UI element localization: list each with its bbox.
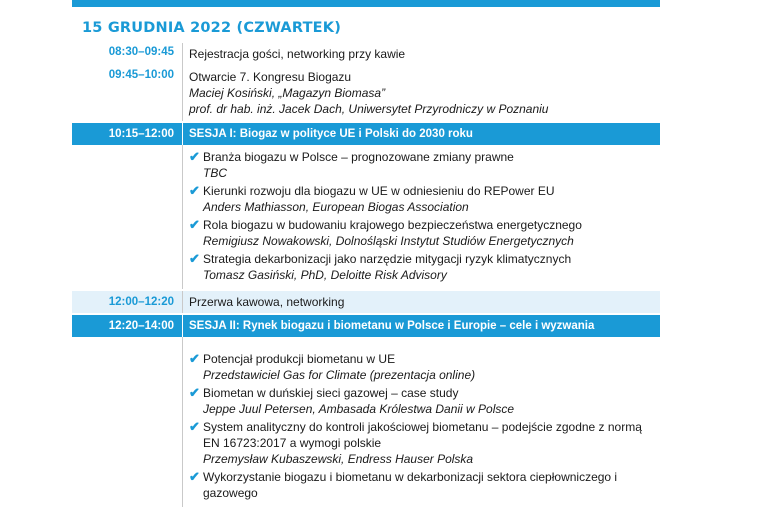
speaker: Przedstawiciel Gas for Climate (prezentacja online) — [203, 368, 476, 382]
checkmark-icon: ✔ — [189, 469, 200, 484]
list-item — [189, 217, 660, 249]
time-label: 12:20–14:00 — [108, 320, 174, 332]
talk-title: Strategia dekarbonizacji jako narzędzie mitygacji ryzyk klimatycznych — [203, 252, 572, 266]
checkmark-icon: ✔ — [189, 351, 200, 366]
talk-title: Rola biogazu w budowaniu krajowego bezpieczeństwa energetycznego — [203, 218, 582, 232]
session-1-items — [72, 145, 660, 289]
speaker: TBC — [203, 166, 227, 180]
agenda-row-opening — [72, 66, 660, 121]
agenda-text: Rejestracja gości, networking przy kawie — [182, 43, 660, 66]
list-item — [189, 183, 660, 215]
session-title: SESJA II: Rynek biogazu i biometanu w Polsce i Europie – cele i wyzwania — [182, 315, 660, 337]
list-item — [189, 351, 660, 383]
talk-title: Kierunki rozwoju dla biogazu w UE w odniesieniu do REPower EU — [203, 184, 555, 198]
checkmark-icon: ✔ — [189, 149, 200, 164]
speaker: Jeppe Juul Petersen, Ambasada Królestwa Danii w Polsce — [203, 402, 515, 416]
schedule — [72, 43, 660, 507]
session-header-2 — [72, 315, 660, 337]
speaker: Przemysław Kubaszewski, Endress Hauser Polska — [203, 452, 474, 466]
talk-title: Branża biogazu w Polsce – prognozowane zmiany prawne — [203, 150, 514, 164]
speaker: Tomasz Gasiński, PhD, Deloitte Risk Advisory — [203, 268, 447, 282]
checkmark-icon: ✔ — [189, 385, 200, 400]
time-label: 08:30–09:45 — [108, 46, 174, 58]
checkmark-icon: ✔ — [189, 251, 200, 266]
date-heading: 15 GRUDNIA 2022 (CZWARTEK) — [82, 20, 342, 36]
list-item — [189, 385, 660, 417]
talk-title: Biometan w duńskiej sieci gazowej – case study — [203, 386, 459, 400]
list-item — [189, 469, 660, 501]
time-label: 10:15–12:00 — [108, 128, 174, 140]
talk-title: Potencjał produkcji biometanu w UE — [203, 352, 396, 366]
agenda-title: Otwarcie 7. Kongresu Biogazu — [189, 70, 352, 84]
speaker: Anders Mathiasson, European Biogas Association — [203, 200, 469, 214]
checkmark-icon: ✔ — [189, 419, 200, 434]
agenda-text: Przerwa kawowa, networking — [182, 291, 660, 313]
agenda-row-registration — [72, 43, 660, 66]
session-title: SESJA I: Biogaz w polityce UE i Polski do 2030 roku — [182, 123, 660, 145]
time-label: 12:00–12:20 — [108, 296, 174, 308]
speaker: Maciej Kosiński, „Magazyn Biomasa” — [189, 86, 386, 100]
talk-title: Wykorzystanie biogazu i biometanu w dekarbonizacji sektora ciepłowniczego i gazowego — [203, 470, 618, 500]
list-item — [189, 419, 660, 467]
checkmark-icon: ✔ — [189, 183, 200, 198]
top-accent-bar — [72, 0, 660, 7]
agenda-text — [182, 66, 660, 121]
talk-title: System analityczny do kontroli jakościowej biometanu – podejście zgodne z normą EN 16723:2017 a wymogi polskie — [203, 420, 642, 450]
list-item — [189, 149, 660, 181]
checkmark-icon: ✔ — [189, 217, 200, 232]
session-2-items — [72, 337, 660, 507]
speaker: prof. dr hab. inż. Jacek Dach, Uniwersytet Przyrodniczy w Poznaniu — [189, 102, 549, 116]
speaker: Remigiusz Nowakowski, Dolnośląski Instytut Studiów Energetycznych — [203, 234, 574, 248]
list-item — [189, 251, 660, 283]
coffee-break-row — [72, 291, 660, 313]
time-label: 09:45–10:00 — [108, 69, 174, 81]
session-header-1 — [72, 123, 660, 145]
